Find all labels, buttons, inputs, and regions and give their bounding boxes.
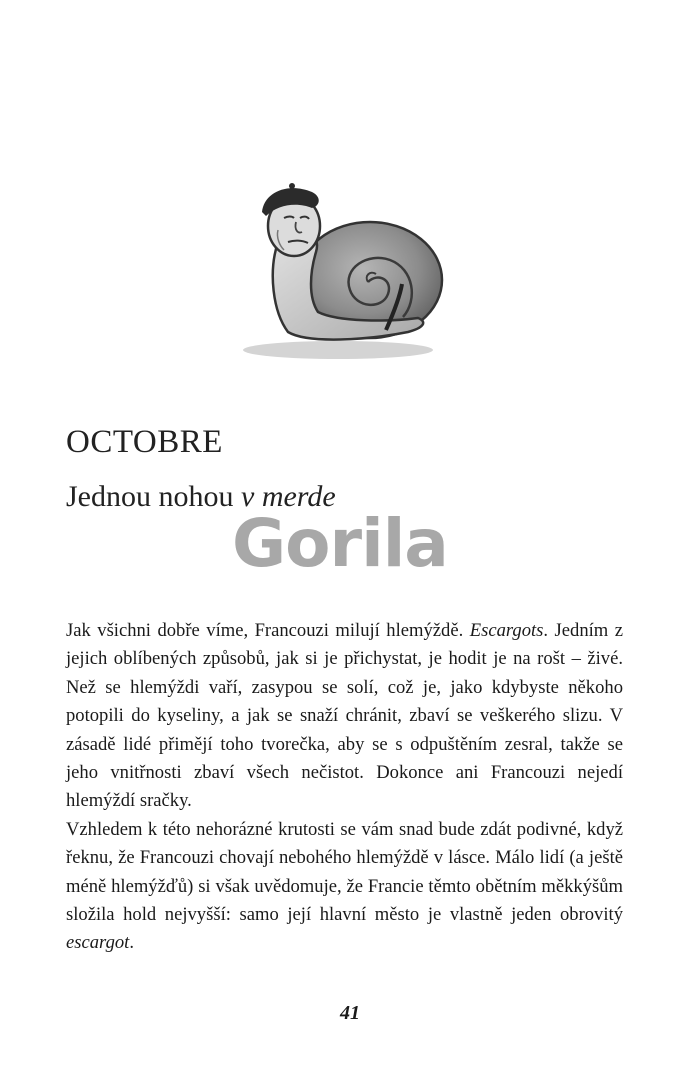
paragraph-2-rest: . (129, 932, 135, 954)
paragraph-2-italic: escargot (66, 932, 130, 954)
chapter-title-italic: v merde (241, 480, 336, 513)
snail-with-beret-icon (218, 172, 476, 384)
paragraph-1-italic: Escargots (469, 620, 544, 641)
paragraph-2 (66, 816, 623, 958)
paragraph-1-rest: . Jedním z jejich oblíbených způsobů, jak si je přichystat, je hodit je na rošt – živé. Než se hlemýždi vaří, zasypou se solí, což je, jako kdybyste někoho potopili do kyseliny, a jak se snaží chránit, zbaví se veškerého slizu. V zásadě lidé přimějí toho tvorečka, aby se s odpuštěním zesral, takže se jeho vnitřnosti zbaví všech nečistot. Dokonce ani Francouzi nejedí hlemýždí sračky. (66, 620, 623, 812)
chapter-month: OCTOBRE (66, 424, 223, 460)
paragraph-2-text: Vzhledem k této nehorázné krutosti se vám snad bude zdát podivné, když řeknu, že Francouzi chovají nebohého hlemýždě v lásce. Málo lidí (a ještě méně hlemýžďů) si však uvědomuje, že Francie těmto obětním měkkýšům složila hold nejvyšší: samo její hlavní město je vlastně jeden obrovitý (66, 818, 623, 926)
watermark-logo: Gorila (232, 505, 448, 582)
paragraph-1 (66, 617, 623, 816)
paragraph-1-text: Jak všichni dobře víme, Francouzi milují hlemýždě. (66, 620, 470, 641)
snail-illustration (218, 172, 476, 384)
chapter-title-prefix: Jednou nohou (66, 480, 241, 513)
page-number: 41 (340, 1002, 360, 1024)
body-text (66, 617, 623, 958)
